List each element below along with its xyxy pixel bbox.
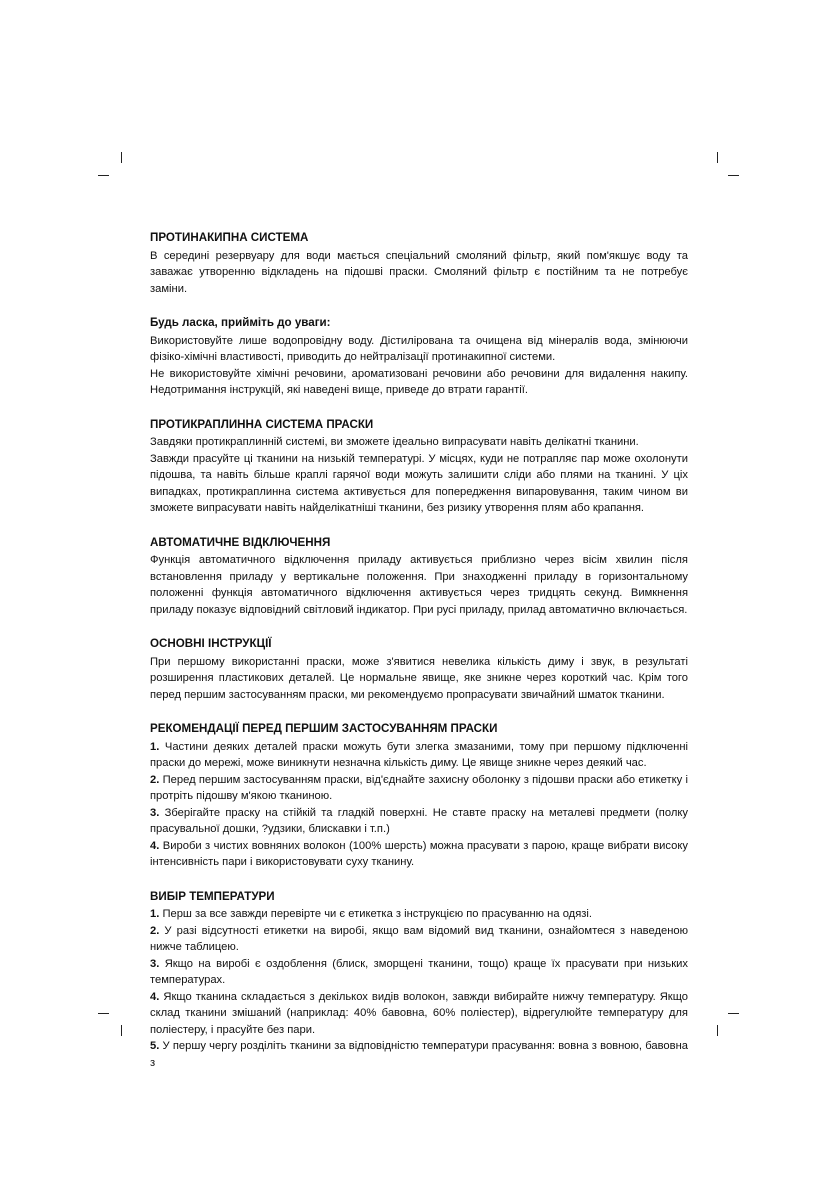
paragraph: Завдяки протикраплинній системі, ви зможете ідеально випрасувати навіть делікатні тканини. [150,436,639,448]
item-number: 2. [150,924,160,937]
item-text: Вироби з чистих вовняних волокон (100% шерсть) можна прасувати з парою, краще вибрати високу інтенсивність пари і використовувати суху тканину. [150,839,688,868]
crop-mark [121,152,122,163]
item-text: Якщо на виробі є оздоблення (блиск, зморщені тканини, тощо) краще їх прасувати при низьких температурах. [150,957,688,986]
section-heading: ПРОТИНАКИПНА СИСТЕМА [150,231,309,244]
crop-mark [98,175,109,176]
item-text: Перш за все завжди перевірте чи є етикетка з інструкцією по прасуванню на одязі. [159,908,592,920]
document-body [150,230,688,1089]
paragraph: Завжди прасуйте ці тканини на низькій температурі. У місцях, куди не потрапляє пар може охолонути підошва, та навіть більше краплі гарячої води можуть залишити сліди або плями на тканині. У ціх випадках, протикраплинна система активується для попередження випаровування, таким чином ви зможете випрасувати навіть найделікатніші тканини, без ризику утворення плям або крапання. [150,452,688,514]
item-number: 3. [150,957,160,970]
list-item [150,956,688,989]
item-text: У разі відсутності етикетки на виробі, якщо вам відомий вид тканини, ознайомтеся з наведеною нижче таблицею. [150,924,688,953]
section-heading: ВИБІР ТЕМПЕРАТУРИ [150,889,275,903]
section-heading: ОСНОВНІ ІНСТРУКЦІЇ [150,637,272,650]
crop-mark [717,1025,718,1036]
section-heading: РЕКОМЕНДАЦІЇ ПЕРЕД ПЕРШИМ ЗАСТОСУВАННЯМ ПРАСКИ [150,722,498,735]
item-text: Перед першим застосуванням праски, від'єднайте захисну оболонку з підошви праски або етикетку і протріть підошву м'якою тканиною. [150,773,688,802]
section-auto-off [150,535,688,619]
item-number: 4. [150,839,160,852]
list-item [150,906,688,923]
section-heading: Будь ласка, прийміть до уваги: [150,316,331,329]
paragraph: Використовуйте лише водопровідну воду. Дістилірована та очищена від мінералів вода, змінюючи фізіко-хімічні властивості, приводить до нейтралізації протинакипної системи. [150,334,688,363]
list-item [150,805,688,838]
item-number: 1. [150,740,160,753]
item-number: 5. [150,1040,160,1052]
section-attention [150,315,688,399]
paragraph: При першому використанні праски, може з'явитися невелика кількість диму і звук, в результаті розширення пластикових деталей. Це нормальне явище, яке зникне через короткий час. Крім того перед першим застосуванням праски, ми рекомендуємо пропрасувати звичайний шматок тканини. [150,655,688,701]
list-item [150,739,688,772]
list-item [150,923,688,956]
crop-mark [717,152,718,163]
list-item [150,1038,688,1071]
crop-mark [98,1013,109,1014]
paragraph: Функція автоматичного відключення приладу активується приблизно через вісім хвилин після встановлення приладу у вертикальне положення. При знаходженні приладу в горизонтальному положенні функція автоматичного відключення активується через тридцять секунд. Вимкнення приладу показує відповідний світловий індикатор. При русі приладу, прилад автоматично включається. [150,554,688,616]
section-heading: АВТОМАТИЧНЕ ВІДКЛЮЧЕННЯ [150,535,331,549]
item-number: 4. [150,990,160,1003]
section-antidrip [150,417,688,517]
crop-mark [728,1013,739,1014]
crop-mark [121,1025,122,1036]
item-number: 2. [150,773,160,786]
item-text: Зберігайте праску на стійкій та гладкій поверхні. Не ставте праску на металеві предмети (полку прасувальної дошки, ?удзики, блискавки і т.п.) [150,806,688,835]
item-number: 3. [150,806,160,819]
section-basic-instructions [150,636,688,703]
item-text: У першу чергу розділіть тканини за відповідністю температури прасування: вовна з вовною, бавовна з [150,1040,688,1069]
item-number: 1. [150,908,160,920]
section-heading: ПРОТИКРАПЛИННА СИСТЕМА ПРАСКИ [150,417,374,431]
paragraph: Не використовуйте хімічні речовини, ароматизовані речовини або речовини для видалення накипу. Недотримання інструкцій, які наведені вище, приведе до втрати гарантії. [150,367,688,396]
list-item [150,838,688,871]
crop-mark [728,175,739,176]
section-antiscale [150,230,688,297]
list-item [150,772,688,805]
list-item [150,989,688,1039]
item-text: Якщо тканина складається з декількох видів волокон, завжди вибирайте нижчу температуру. Якщо склад тканини змішаний (наприклад: 40% бавовна, 60% поліестер), відрегулюйте температуру для поліестеру, і прасуйте без пари. [150,990,688,1036]
section-temperature [150,889,688,1072]
item-text: Частини деяких деталей праски можуть бути злегка змазаними, тому при першому підключенні праски до мережі, може виникнути незначна кількість диму. Це явище зникне через деякий час. [150,740,688,769]
section-first-use [150,721,688,871]
paragraph: В середині резервуару для води мається спеціальний смоляний фільтр, який пом'якшує воду та заважає утворенню відкладень на підошві праски. Смоляний фільтр є постійним та не потребує заміни. [150,249,688,295]
